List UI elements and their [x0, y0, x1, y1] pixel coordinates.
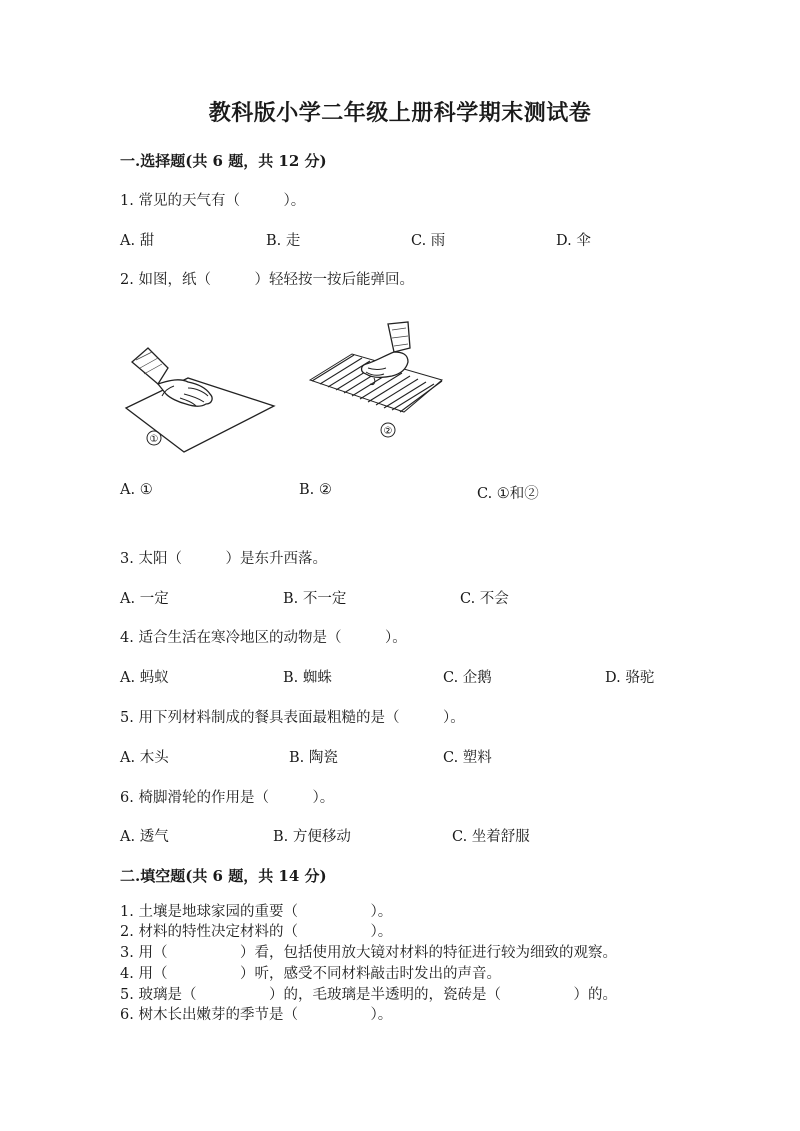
q5-option-c[interactable]: C. 塑料: [443, 750, 492, 766]
q1-option-c[interactable]: C. 雨: [411, 233, 446, 249]
q3-option-a[interactable]: A. 一定: [120, 591, 169, 607]
fill-line-2: 2. 材料的特性决定材料的（ ）。: [120, 924, 393, 940]
question-6: 6. 椅脚滑轮的作用是（ ）。: [120, 790, 335, 806]
question-3: 3. 太阳（ ）是东升西落。: [120, 551, 327, 567]
q5-option-b[interactable]: B. 陶瓷: [289, 750, 338, 766]
figure-2-label: ②: [383, 426, 393, 437]
question-2: 2. 如图，纸（ ）轻轻按一按后能弹回。: [120, 272, 414, 288]
fill-line-6: 6. 树木长出嫩芽的季节是（ ）。: [120, 1007, 393, 1023]
q6-option-a[interactable]: A. 透气: [120, 829, 169, 845]
section-heading-fill: 二.填空题(共 6 题，共 14 分): [120, 867, 327, 885]
fill-line-4: 4. 用（ ）听，感受不同材料敲击时发出的声音。: [120, 966, 501, 982]
q4-option-c[interactable]: C. 企鹅: [443, 670, 492, 686]
q4-option-a[interactable]: A. 蚂蚁: [120, 670, 169, 686]
figure-1-label: ①: [149, 434, 159, 445]
q4-option-d[interactable]: D. 骆驼: [605, 670, 655, 686]
q2-option-a[interactable]: A. ①: [120, 482, 153, 498]
question-5: 5. 用下列材料制成的餐具表面最粗糙的是（ ）。: [120, 710, 465, 726]
page-title: 教科版小学二年级上册科学期末测试卷: [208, 100, 592, 126]
fill-line-5: 5. 玻璃是（ ）的，毛玻璃是半透明的，瓷砖是（ ）的。: [120, 987, 617, 1003]
flat-paper-figure: [118, 340, 288, 460]
q2-option-b[interactable]: B. ②: [299, 482, 332, 498]
section-heading-choice: 一.选择题(共 6 题，共 12 分): [120, 152, 327, 170]
fill-line-3: 3. 用（ ）看，包括使用放大镜对材料的特征进行较为细致的观察。: [120, 945, 617, 961]
q3-option-b[interactable]: B. 不一定: [283, 591, 347, 607]
fill-line-1: 1. 土壤是地球家园的重要（ ）。: [120, 904, 393, 920]
q5-option-a[interactable]: A. 木头: [120, 750, 169, 766]
q1-option-a[interactable]: A. 甜: [120, 233, 155, 249]
question-1: 1. 常见的天气有（ ）。: [120, 193, 306, 209]
q6-option-b[interactable]: B. 方便移动: [273, 829, 351, 845]
q1-option-d[interactable]: D. 伞: [556, 233, 591, 249]
q4-option-b[interactable]: B. 蜘蛛: [283, 670, 332, 686]
q2-option-c[interactable]: C. ①和②: [477, 486, 539, 502]
q3-option-c[interactable]: C. 不会: [460, 591, 509, 607]
q1-option-b[interactable]: B. 走: [266, 233, 301, 249]
corrugated-paper-figure: [304, 318, 454, 444]
q6-option-c[interactable]: C. 坐着舒服: [452, 829, 530, 845]
question-4: 4. 适合生活在寒冷地区的动物是（ ）。: [120, 630, 407, 646]
